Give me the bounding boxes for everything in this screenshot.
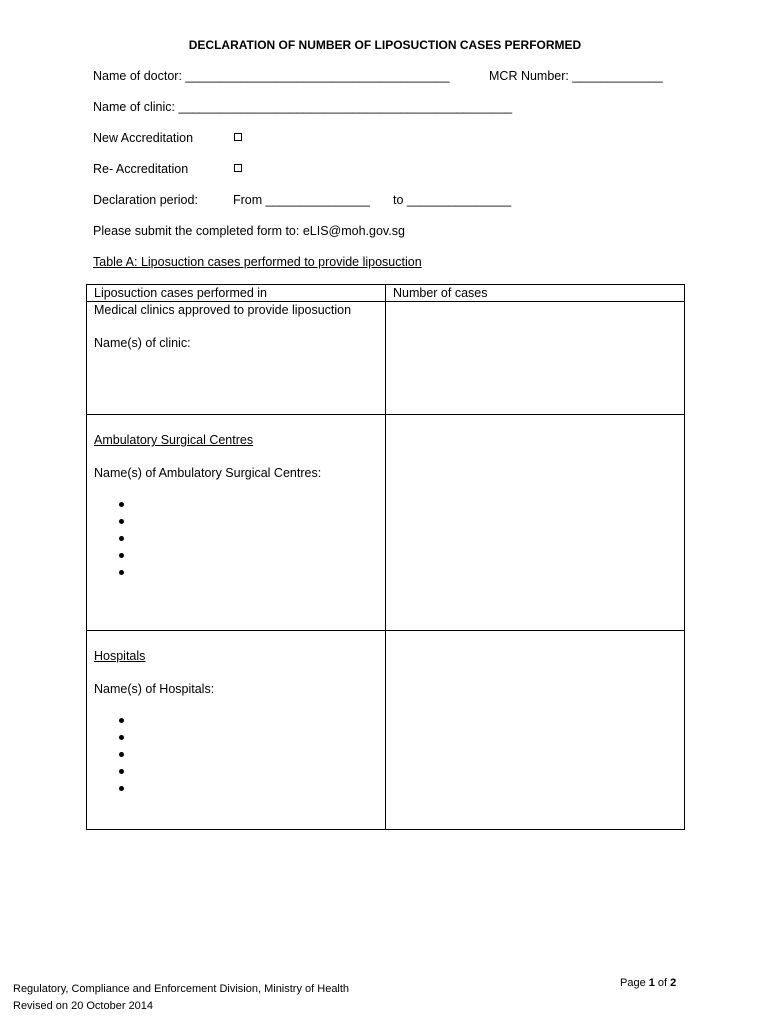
medical-clinics-cell[interactable]	[87, 302, 386, 415]
list-item[interactable]	[117, 764, 378, 781]
list-item[interactable]	[117, 713, 378, 730]
list-item[interactable]	[117, 531, 378, 548]
hospitals-names-label: Name(s) of Hospitals:	[94, 682, 215, 696]
list-item[interactable]	[117, 781, 378, 798]
medical-clinics-count-cell[interactable]	[386, 302, 685, 415]
page-prefix: Page	[620, 977, 649, 989]
ambulatory-centres-count-cell[interactable]	[386, 415, 685, 631]
ambulatory-centres-cell[interactable]	[87, 415, 386, 631]
list-item[interactable]	[117, 747, 378, 764]
list-item[interactable]	[117, 565, 378, 582]
hospitals-cell[interactable]	[87, 631, 386, 830]
header-number-of-cases: Number of cases	[386, 285, 685, 302]
page-separator: of	[654, 977, 671, 989]
submit-instructions: Please submit the completed form to: eLIS@moh.gov.sg	[93, 224, 405, 238]
period-from-field[interactable]: From _______________	[233, 193, 370, 207]
list-item[interactable]	[117, 548, 378, 565]
period-to-field[interactable]: to _______________	[393, 193, 512, 207]
new-accreditation-checkbox[interactable]	[234, 133, 242, 141]
header-cases-performed-in: Liposuction cases performed in	[87, 285, 386, 302]
list-item[interactable]	[117, 497, 378, 514]
hospitals-bullet-list	[94, 713, 378, 798]
page-current: 1	[648, 977, 655, 989]
clinic-names-label: Name(s) of clinic:	[94, 336, 191, 350]
hospitals-count-cell[interactable]	[386, 631, 685, 830]
table-row-medical-clinics	[87, 302, 685, 415]
page-total: 2	[670, 977, 677, 989]
mcr-number-field[interactable]: MCR Number: _____________	[489, 69, 663, 83]
medical-clinics-heading: Medical clinics approved to provide liposuction	[94, 303, 352, 317]
liposuction-cases-table	[86, 284, 685, 830]
footer-revised-date: Revised on 20 October 2014	[13, 1000, 154, 1012]
new-accreditation-label: New Accreditation	[93, 131, 194, 145]
footer-division: Regulatory, Compliance and Enforcement Division, Ministry of Health	[13, 983, 350, 995]
ambulatory-centres-heading: Ambulatory Surgical Centres	[94, 433, 254, 447]
document-title: DECLARATION OF NUMBER OF LIPOSUCTION CASES PERFORMED	[188, 38, 582, 52]
table-row-ambulatory-surgical-centres	[87, 415, 685, 631]
table-caption: Table A: Liposuction cases performed to provide liposuction	[93, 255, 422, 269]
ambulatory-centres-names-label: Name(s) of Ambulatory Surgical Centres:	[94, 466, 322, 480]
declaration-period-label: Declaration period:	[93, 193, 198, 207]
re-accreditation-checkbox[interactable]	[234, 164, 242, 172]
list-item[interactable]	[117, 514, 378, 531]
doctor-name-field[interactable]: Name of doctor: ______________________________________	[93, 69, 450, 83]
page-number	[620, 977, 676, 989]
table-header-row	[87, 285, 685, 302]
table-row-hospitals	[87, 631, 685, 830]
clinic-name-field[interactable]: Name of clinic: ________________________________________________	[93, 100, 513, 114]
list-item[interactable]	[117, 730, 378, 747]
re-accreditation-label: Re- Accreditation	[93, 162, 189, 176]
hospitals-heading: Hospitals	[94, 649, 146, 663]
ambulatory-centres-bullet-list	[94, 497, 378, 582]
